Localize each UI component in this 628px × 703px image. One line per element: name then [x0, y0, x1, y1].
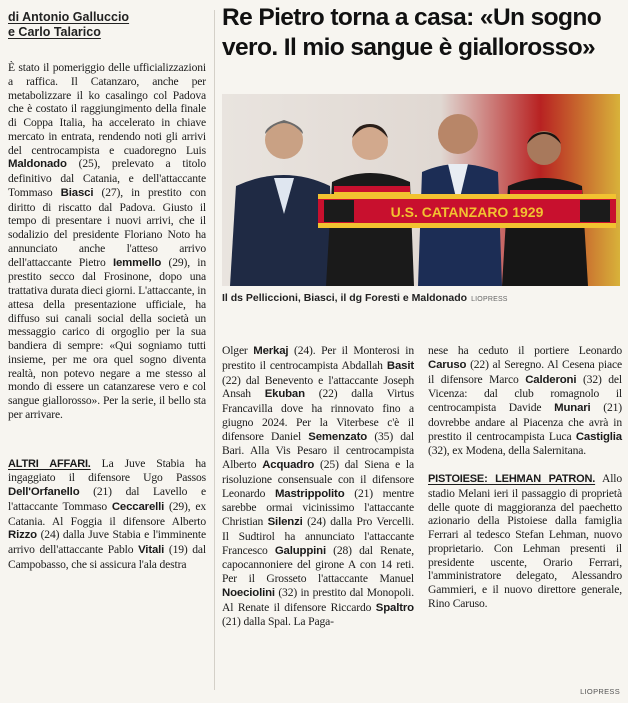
text-run: (32), ex Modena, della Salernitana.	[428, 444, 586, 458]
paragraph-gap	[8, 422, 206, 436]
text-run: (24) dalla Juve Stabia e l'imminente arrivo dell'attaccante Pablo	[8, 528, 206, 556]
photo-credit: LIOPRESS	[471, 296, 508, 303]
text-run: È stato il pomeriggio delle ufficializzazioni a raffica. Il Catanzaro, anche per metabolizzare il ko casalingo col Padova che è costato il raggiungimento della finale di Coppa Italia, ha accelerato in chiave mercato in entrata, rendendo noti gli arrivi del centrocampista e cuadoregno Luis	[8, 61, 206, 157]
player-name: Spaltro	[375, 601, 414, 614]
player-name: Vitali	[138, 544, 165, 556]
club-scarf	[318, 194, 616, 228]
text-run: (29), in prestito secco dal Frosinone, dopo una trattativa durata dieci giorni. L'attaccante, in attesa della presentazione ufficiale, ha diffuso sui canali social della società un messaggio carico di orgoglio per la sua bandiera di sempre: «Qui sogniamo tutti insieme, per me ora quel sogno diventa realtà, non potevo negare a me stesso al mondo di essere un catanzarese vero e col sangue giallorosso». Per la serie, il bello sta per arrivare.	[8, 255, 207, 421]
article-paragraph-4	[428, 344, 622, 458]
text-run: (22) dal Benevento e l'attaccante Joseph Ansah	[222, 373, 414, 401]
player-name: Ceccarelli	[111, 500, 165, 513]
text-run: Allo stadio Melani ieri il passaggio di proprietà delle quote di maggioranza del paechetto azionario della Pistoiese dalla famiglia Ferrari al tedesco Stefan Lehman, nuovo proprietario. Con Lehman presenti il presidente uscente, Orario Ferrari, l'amministratore delegato, Alessandro Gammieri, e il nuovo direttore generale, Rino Caruso.	[428, 472, 622, 610]
text-run: (21) dal Lavello e l'attaccante Tommaso	[8, 485, 206, 513]
player-name: Munari	[554, 402, 591, 414]
scarf-crest-left	[324, 200, 354, 222]
photo-caption	[222, 292, 620, 304]
text-run: (19) dal Campobasso, che si assicura l'ala destra	[8, 543, 206, 571]
text-run: (22) al Seregno. Al Cesena piace il difensore Marco	[428, 357, 622, 386]
article-paragraph-3	[222, 344, 414, 629]
article-paragraph-2	[8, 457, 206, 572]
article-paragraph-1	[8, 61, 206, 422]
player-name: Semenzato	[308, 430, 368, 443]
text-run: (21) dalla Spal. La Paga-	[222, 615, 334, 629]
player-name: Rizzo	[8, 529, 37, 542]
player-name: Mastrippolito	[274, 487, 345, 500]
right-column	[428, 344, 622, 611]
text-run: (21) mentre sarebbe ormai vicinissimo l'attaccante Christian	[222, 486, 414, 528]
text-run: (24) dalla Pro Vercelli. Il Sudtirol ha annunciato l'attaccante Francesco	[222, 515, 414, 557]
section-kicker: PISTOIESE: LEHMAN PATRON.	[428, 473, 596, 485]
player-name: Maldonado	[8, 158, 67, 171]
section-kicker: ALTRI AFFARI.	[8, 457, 91, 470]
text-run: nese ha ceduto il portiere Leonardo	[428, 344, 622, 357]
player-name: Biasci	[60, 186, 94, 199]
byline-line-2: e Carlo Talarico	[8, 25, 101, 39]
player-name: Galuppini	[274, 544, 326, 557]
player-name: Noeciolini	[222, 586, 275, 599]
text-run: La Juve Stabia ha ingaggiato il difensore Ugo Passos	[8, 456, 207, 485]
text-run: (32) del Vicenza: dal club romagnolo il centrocampista Davide	[428, 372, 622, 414]
article-headline: Re Pietro torna a casa: «Un sogno vero. Il mio sangue è giallorosso»	[222, 4, 602, 61]
text-run: (28) dal Renate, capocannoniere del girone A con 14 reti. Per il Grosseto l'attaccante Manuel	[222, 543, 414, 585]
photo-illustration	[222, 94, 620, 286]
scarf-text: U.S. CATANZARO 1929	[390, 204, 544, 220]
middle-column	[222, 344, 414, 629]
text-run: (27), in prestito con diritto di riscatto dal Padova. Giusto il tempo di presentare i nuovi arrivi, che il sodalizio del presidente Floriano Noto ha annunciato anche l'atteso arrivo dell'attaccante Pietro	[8, 185, 206, 269]
left-column	[8, 10, 206, 572]
scarf-crest-right	[580, 200, 610, 222]
player-name: Silenzi	[267, 516, 303, 528]
player-name: Ekuban	[264, 388, 305, 401]
byline	[8, 10, 206, 40]
text-run: (29), ex Catania. Al Foggia il difensore Alberto	[8, 499, 206, 528]
player-name: Acquadro	[262, 459, 315, 471]
bottom-photo-credit: LIOPRESS	[580, 687, 620, 696]
player-name: Calderoni	[525, 373, 577, 386]
paragraph-gap	[428, 458, 622, 472]
text-run: (22) dalla Virtus Francavilla dove ha rinnovato fino a giugno 2024. Per la Viterbese c'è il difensore Daniel	[222, 387, 415, 443]
player-name: Castiglia	[575, 430, 622, 443]
scarf-stripe-bottom	[318, 223, 616, 228]
article-paragraph-5	[428, 472, 622, 611]
scarf-stripe-top	[318, 194, 616, 199]
player-name: Basit	[386, 359, 414, 372]
player-name: Caruso	[428, 358, 467, 371]
player-name: Iemmello	[112, 256, 162, 269]
player-name: Dell'Orfanello	[8, 486, 80, 498]
text-run: (24). Per il Monterosi in prestito il centrocampista Abdallah	[222, 344, 414, 372]
caption-text: Il ds Pelliccioni, Biasci, il dg Foresti e Maldonado	[222, 292, 468, 304]
text-run: (35) dal Bari. Alla Vis Pesaro il centrocampista Alberto	[222, 429, 414, 471]
player-name: Merkaj	[253, 345, 289, 357]
text-run: (25) dal Siena e la risoluzione consensuale con il difensore Leonardo	[222, 458, 414, 500]
text-run: Olger	[222, 344, 254, 357]
byline-line-1: di Antonio Galluccio	[8, 10, 130, 24]
column-divider	[214, 10, 215, 690]
text-run: (32) in prestito dal Monopoli. Al Renate il difensore Riccardo	[222, 585, 414, 614]
text-run: (21) dovrebbe andare al Piacenza che avrà in prestito il centrocampista Luca	[428, 401, 622, 443]
article-photo	[222, 94, 620, 286]
text-run: (25), prelevato a titolo definitivo dal Catania, e dell'attaccante Tommaso	[8, 157, 206, 199]
